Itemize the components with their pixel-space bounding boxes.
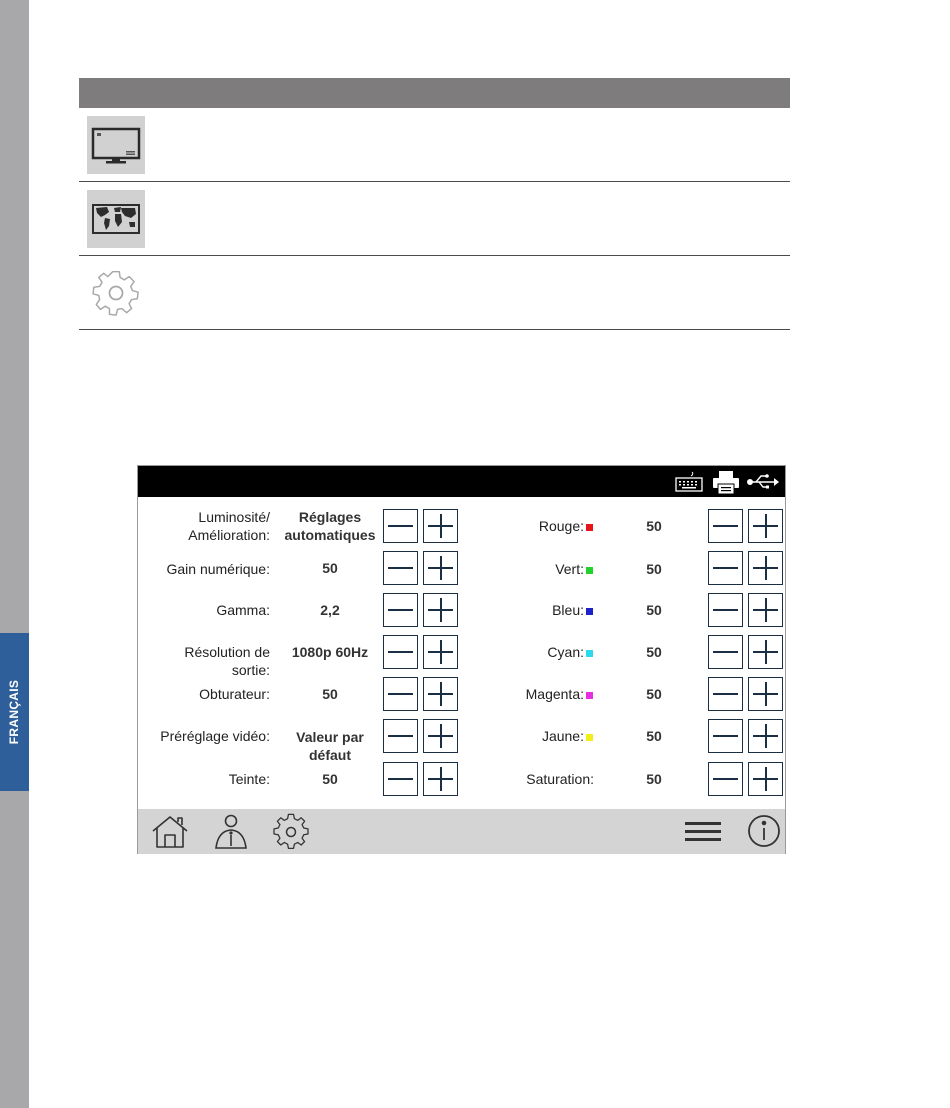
shutter-value: 50 [322, 686, 338, 702]
settings-icon[interactable] [272, 813, 310, 856]
shutter-plus-button[interactable] [423, 677, 458, 711]
gamma-value: 2,2 [320, 602, 340, 618]
device-screen [137, 465, 786, 854]
home-icon[interactable] [151, 813, 189, 856]
red-swatch [586, 524, 593, 531]
saturation-minus-button[interactable] [708, 762, 743, 796]
magenta-minus-button[interactable] [708, 677, 743, 711]
table-row [79, 108, 790, 182]
usb-icon [746, 470, 780, 499]
digital-gain-plus-button[interactable] [423, 551, 458, 585]
table-row [79, 182, 790, 256]
yellow-label: Jaune: [468, 727, 593, 745]
hue-value: 50 [322, 771, 338, 787]
blue-minus-button[interactable] [708, 593, 743, 627]
status-bar [138, 466, 785, 497]
cyan-label: Cyan: [468, 643, 593, 661]
brightness-plus-button[interactable] [423, 509, 458, 543]
digital-gain-minus-button[interactable] [383, 551, 418, 585]
brightness-label: Luminosité/ Amélioration: [188, 509, 270, 543]
output-resolution-value: 1080p 60Hz [291, 644, 369, 660]
cyan-swatch [586, 650, 593, 657]
red-label: Rouge: [468, 517, 593, 535]
cyan-minus-button[interactable] [708, 635, 743, 669]
magenta-swatch [586, 692, 593, 699]
yellow-value: 50 [646, 728, 662, 744]
shutter-label: Obturateur: [199, 686, 270, 702]
world-map-icon [87, 190, 145, 248]
monitor-icon [87, 116, 145, 174]
blue-label: Bleu: [468, 601, 593, 619]
video-preset-value: Valeur par défaut [296, 729, 364, 763]
keyboard-icon [674, 470, 704, 499]
video-preset-minus-button[interactable] [383, 719, 418, 753]
green-plus-button[interactable] [748, 551, 783, 585]
table-header [79, 78, 790, 108]
blue-swatch [586, 608, 593, 615]
brightness-minus-button[interactable] [383, 509, 418, 543]
yellow-swatch [586, 734, 593, 741]
language-sidebar [0, 0, 29, 1108]
saturation-plus-button[interactable] [748, 762, 783, 796]
saturation-value: 50 [646, 771, 662, 787]
magenta-plus-button[interactable] [748, 677, 783, 711]
user-icon[interactable] [212, 813, 250, 856]
output-resolution-plus-button[interactable] [423, 635, 458, 669]
green-value: 50 [646, 561, 662, 577]
table-row [79, 256, 790, 330]
hue-label: Teinte: [228, 771, 270, 787]
language-label: FRANÇAIS [7, 679, 21, 745]
blue-plus-button[interactable] [748, 593, 783, 627]
cyan-value: 50 [646, 644, 662, 660]
red-value: 50 [646, 518, 662, 534]
yellow-minus-button[interactable] [708, 719, 743, 753]
magenta-label: Magenta: [468, 685, 593, 703]
output-resolution-label: Résolution de sortie: [184, 644, 270, 678]
yellow-plus-button[interactable] [748, 719, 783, 753]
green-label: Vert: [468, 560, 593, 578]
gamma-label: Gamma: [216, 602, 270, 618]
menu-icon[interactable] [685, 819, 721, 850]
cyan-plus-button[interactable] [748, 635, 783, 669]
gamma-plus-button[interactable] [423, 593, 458, 627]
green-swatch [586, 567, 593, 574]
bottom-nav-bar [138, 809, 785, 854]
gear-icon [87, 264, 145, 322]
red-minus-button[interactable] [708, 509, 743, 543]
red-plus-button[interactable] [748, 509, 783, 543]
info-icon[interactable] [746, 813, 782, 854]
saturation-label: Saturation: [526, 771, 594, 787]
printer-icon [711, 470, 741, 501]
digital-gain-label: Gain numérique: [166, 561, 270, 577]
green-minus-button[interactable] [708, 551, 743, 585]
brightness-value: Réglages automatiques [284, 509, 376, 543]
video-preset-label: Préréglage vidéo: [160, 728, 270, 744]
shutter-minus-button[interactable] [383, 677, 418, 711]
video-preset-plus-button[interactable] [423, 719, 458, 753]
hue-plus-button[interactable] [423, 762, 458, 796]
hue-minus-button[interactable] [383, 762, 418, 796]
digital-gain-value: 50 [322, 560, 338, 576]
blue-value: 50 [646, 602, 662, 618]
magenta-value: 50 [646, 686, 662, 702]
output-resolution-minus-button[interactable] [383, 635, 418, 669]
gamma-minus-button[interactable] [383, 593, 418, 627]
